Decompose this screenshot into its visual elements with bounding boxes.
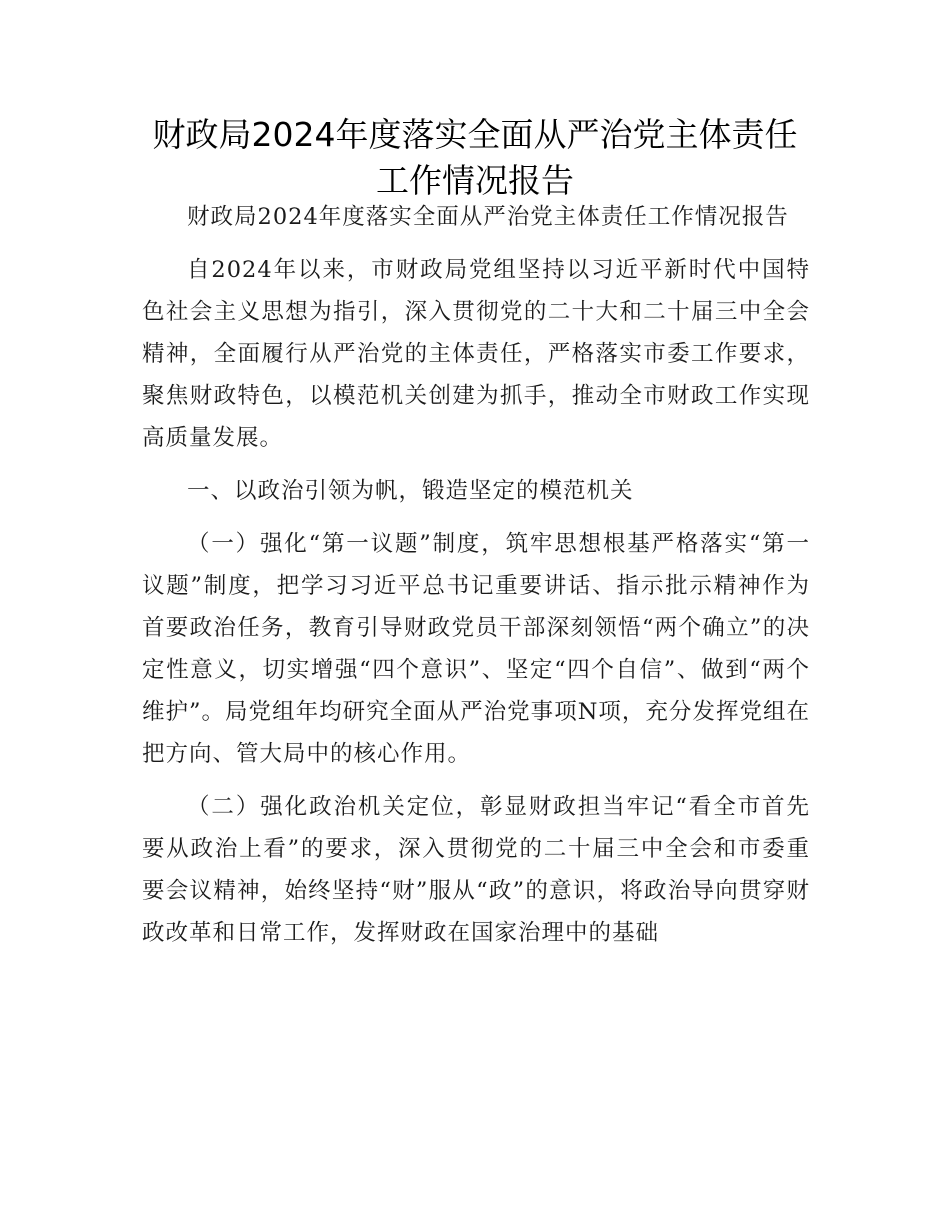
subtitle-paragraph: 财政局2024年度落实全面从严治党主体责任工作情况报告 [187, 204, 789, 230]
document-title: 财政局2024年度落实全面从严治党主体责任工作情况报告 [152, 115, 798, 200]
section-heading: 一、以政治引领为帆，锻造坚定的模范机关 [187, 478, 634, 504]
body-paragraph: （二）强化政治机关定位，彰显财政担当牢记“看全市首先要从政治上看”的要求，深入贯彻党的二十届三中全会和市委重要会议精神，始终坚持“财”服从“政”的意识，将政治导向贯穿财政改革和日常工作，发挥财政在国家治理中的基础 [142, 794, 810, 946]
intro-paragraph: 自2024年以来，市财政局党组坚持以习近平新时代中国特色社会主义思想为指引，深入贯彻党的二十大和二十届三中全会精神，全面履行从严治党的主体责任，严格落实市委工作要求，聚焦财政特色，以模范机关创建为抓手，推动全市财政工作实现高质量发展。 [142, 257, 810, 451]
document-body [142, 196, 810, 965]
body-paragraph: （一）强化“第一议题”制度，筑牢思想根基严格落实“第一议题”制度，把学习习近平总书记重要讲话、指示批示精神作为首要政治任务，教育引导财政党员干部深刻领悟“两个确立”的决定性意义，切实增强“四个意识”、坚定“四个自信”、做到“两个维护”。局党组年均研究全面从严治党事项N项，充分发挥党组在把方向、管大局中的核心作用。 [142, 531, 810, 767]
